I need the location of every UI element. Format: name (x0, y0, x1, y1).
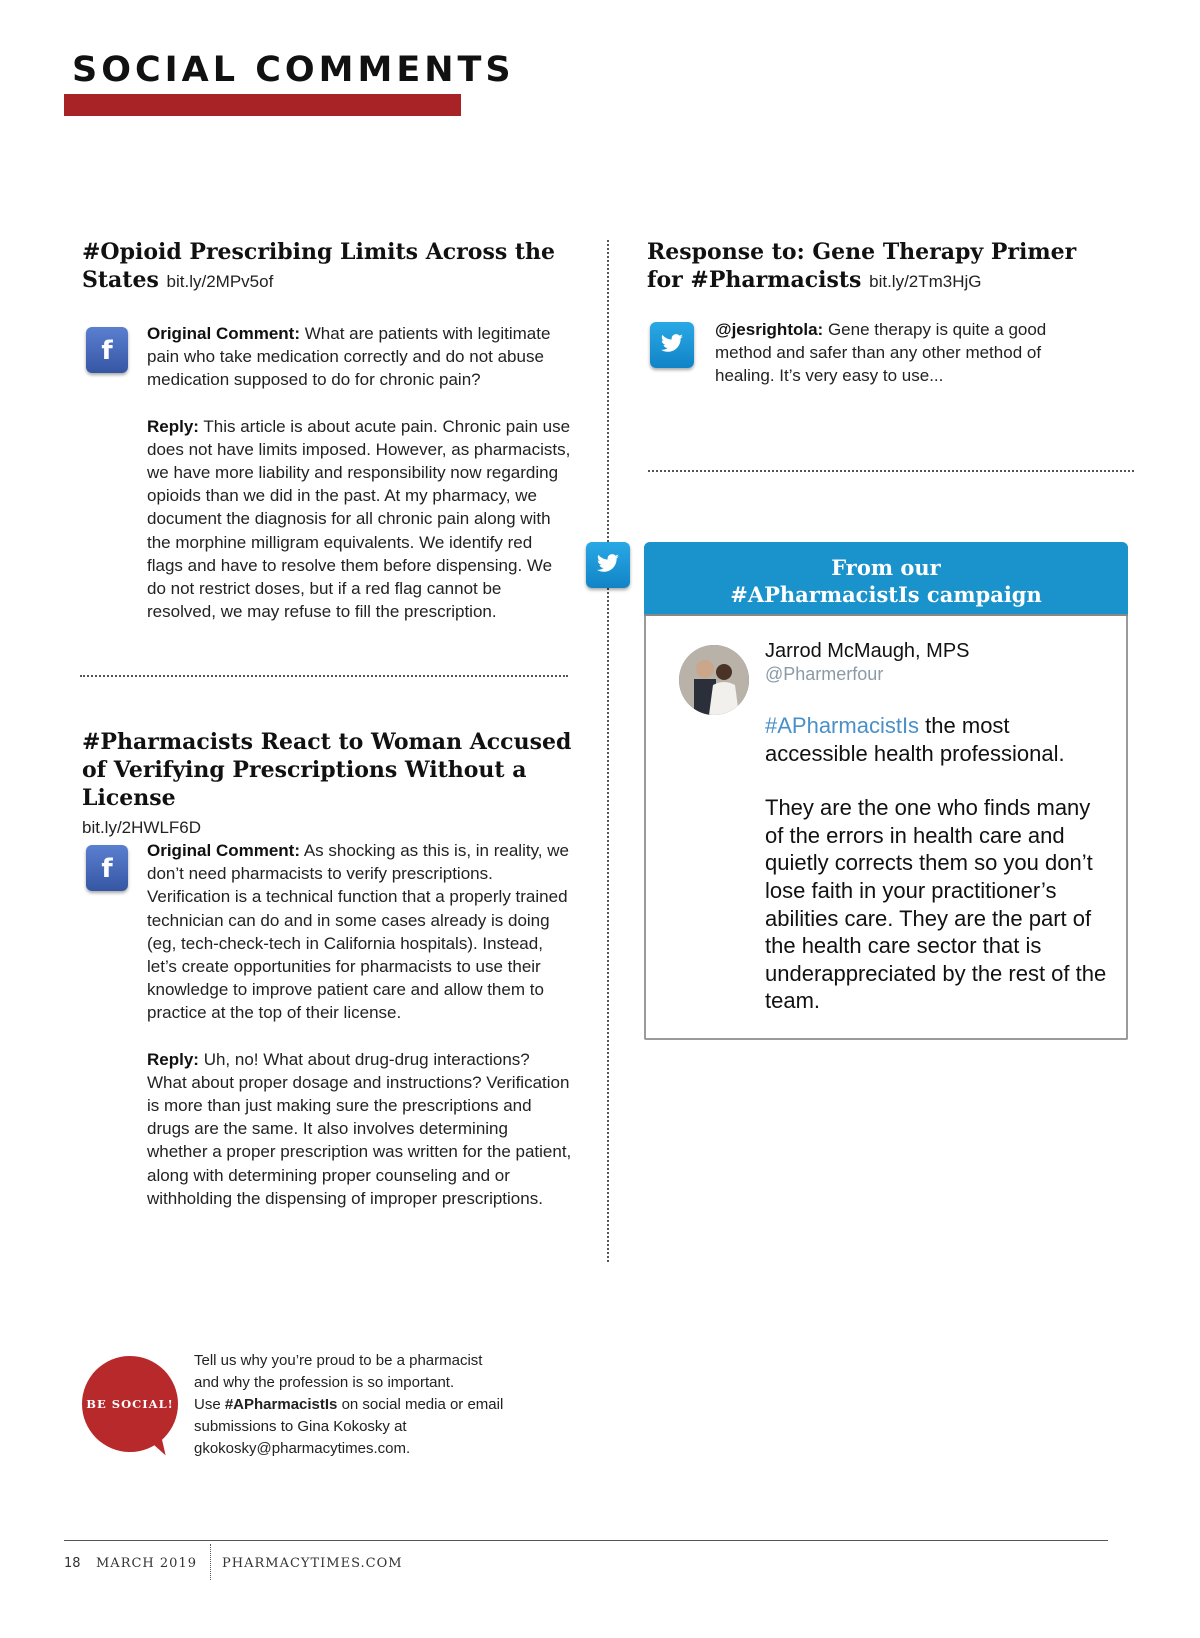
facebook-icon: f (86, 845, 128, 891)
tweet-author-name: Jarrod McMaugh, MPS (765, 640, 970, 662)
comment-label: Original Comment: (147, 324, 301, 343)
twitter-icon (650, 322, 694, 368)
page-number: 18 (64, 1556, 81, 1571)
tweet-line1-text: the most accessible health professional. (765, 713, 1065, 766)
site-name[interactable]: PHARMACYTIMES.COM (222, 1556, 403, 1571)
article-opioid-title-block (82, 238, 562, 296)
avatar (679, 645, 749, 715)
reply-text: This article is about acute pain. Chronic pain use does not have limits imposed. However, as pharmacists, we have more liability and responsibility now regarding opioids than we did in the past. At my pharmacy, we document the diagnosis for all chronic pain along with the morphine milligram equivalents. We identify red flags and have to resolve them before dispensing. We do not restrict doses, but if a red flag cannot be resolved, we may refuse to fill the prescription. (147, 416, 571, 622)
facebook-icon: f (86, 327, 128, 373)
reply (147, 1048, 572, 1210)
article-title-text: #Opioid Prescribing Limits Across the States (82, 239, 556, 293)
article-opioid-comments (147, 322, 572, 623)
footer-rule (64, 1540, 1108, 1541)
campaign-tweet (765, 712, 1110, 1015)
reply-label: Reply: (147, 1049, 199, 1069)
footer-separator (210, 1544, 211, 1580)
article-title: #Pharmacists React to Woman Accused of Verifying Prescriptions Without a License (82, 729, 572, 811)
reply-label: Reply: (147, 416, 199, 436)
article-title (82, 238, 562, 296)
title-underline-bar (64, 94, 461, 116)
article-pharmacists-comments (147, 839, 572, 1210)
campaign-header-rule (644, 614, 1128, 616)
be-social-line2-text: on social media or email submissions to Gina Kokosky at gkokosky@pharmacytimes.com. (194, 1396, 504, 1457)
reply (147, 415, 572, 624)
article-pharmacists-title-block (82, 728, 572, 838)
original-comment (147, 322, 572, 392)
twitter-icon (586, 542, 630, 588)
article-title (647, 238, 1107, 296)
be-social-hashtag: #APharmacistIs (224, 1396, 338, 1413)
comment-text: What are patients with legitimate pain who take medication correctly and do not abuse medication supposed to do for chronic pain? (147, 324, 551, 390)
tweet-author-handle[interactable]: @Pharmerfour (765, 664, 884, 684)
be-social-badge: BE SOCIAL! (82, 1356, 178, 1452)
article-link[interactable]: bit.ly/2MPv5of (166, 272, 274, 291)
tweet-paragraph-1 (765, 712, 1110, 767)
divider (648, 470, 1134, 472)
tweet-hashtag[interactable]: #APharmacistIs (765, 713, 920, 738)
section-title: SOCIAL COMMENTS (72, 50, 515, 90)
campaign-header (644, 542, 1128, 614)
tweet-paragraph-2: They are the one who finds many of the errors in health care and quietly corrects them so you don’t lose faith in your practitioner’s abilities care. They are the part of the health care sector that is underappreciated by the rest of the team. (765, 795, 1107, 1014)
be-social-use: Use (194, 1396, 225, 1413)
be-social-line2 (194, 1394, 504, 1460)
reply-text: Uh, no! What about drug-drug interactions? What about proper dosage and instructions? Verification is more than just making sure the prescriptions and drugs are the same. It also involves determining whether a proper prescription was written for the patient, along with determining proper counseling and or withholding the dispensing of improper prescriptions. (147, 1049, 572, 1208)
tweet-comment-text: Gene therapy is quite a good method and safer than any other method of healing. It’s very easy to use... (715, 320, 1047, 386)
tweet-comment (715, 318, 1085, 388)
tweet-handle-label: @jesrightola: (715, 320, 824, 339)
issue-date: MARCH 2019 (96, 1556, 197, 1571)
comment-label: Original Comment: (147, 841, 301, 860)
original-comment (147, 839, 572, 1025)
be-social-text (194, 1350, 504, 1460)
article-link[interactable]: bit.ly/2Tm3HjG (869, 272, 982, 291)
article-link[interactable]: bit.ly/2HWLF6D (82, 818, 202, 837)
divider (80, 675, 568, 677)
campaign-header-line2: #APharmacistIs campaign (730, 582, 1042, 607)
campaign-header-line1: From our (831, 555, 941, 580)
article-title-text: Response to: Gene Therapy Primer for #Pharmacists (647, 239, 1077, 293)
column-divider (607, 240, 609, 1262)
article-gene-therapy-title-block (647, 238, 1107, 296)
tweet-jesrightola (715, 318, 1085, 388)
be-social-line1: Tell us why you’re proud to be a pharmacist and why the profession is so important. (194, 1352, 483, 1391)
comment-text: As shocking as this is, in reality, we don’t need pharmacists to verify prescriptions. Verification is a technical function that a properly trained technician can do and in some cases already is doing (eg, tech-check-tech in California hospitals). Instead, let’s create opportunities for pharmacists to use their knowledge to improve patient care and allow them to practice at the top of their license. (147, 841, 569, 1023)
